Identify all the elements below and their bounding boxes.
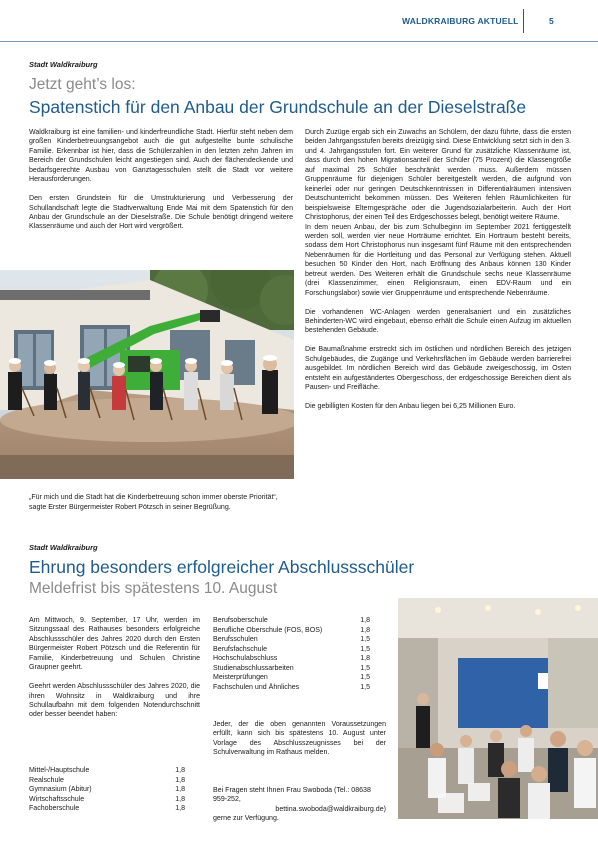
grade-value: 1,5 bbox=[360, 664, 370, 672]
school-type: Realschule bbox=[29, 776, 64, 784]
article2-title: Ehrung besonders erfolgreicher Abschlussschüler bbox=[29, 557, 415, 577]
grade-row bbox=[213, 654, 370, 664]
paragraph: Am Mittwoch, 9. September, 17 Uhr, werden im Sitzungssaal des Rathauses besonders erfolgreiche Abschlussschüler des Jahres 2020 durch den Ersten Bürgermeister Robert Pötzsch und die Referentin für Familie, Kinderbetreuung und Schulen Christine Graupner geehrt. bbox=[29, 617, 200, 672]
article2-subtitle: Meldefrist bis spätestens 10. August bbox=[29, 580, 278, 597]
grade-value: 1,8 bbox=[175, 805, 185, 812]
article2-notice bbox=[213, 720, 386, 758]
article2-kicker: Stadt Waldkraiburg bbox=[29, 543, 98, 552]
grade-value: 1,8 bbox=[175, 786, 185, 793]
grade-row bbox=[29, 785, 185, 795]
magazine-title: WALDKRAIBURG AKTUELL bbox=[402, 16, 519, 26]
school-type: Fachschulen und Ähnliches bbox=[213, 683, 300, 691]
contact-info bbox=[213, 786, 386, 824]
grade-row bbox=[213, 635, 370, 645]
school-type: Gymnasium (Abitur) bbox=[29, 786, 92, 793]
grades-list-left bbox=[29, 766, 185, 814]
ceremony-photo-illustration bbox=[398, 598, 598, 819]
paragraph: Waldkraiburg ist eine familien- und kinderfreundliche Stadt. Hierfür steht neben dem großen Kinderbetreuungsangebot auch die gut aufgestellte bunte schulische Familie. Erkennbar ist hier, dass die Schülerzahlen in den letzten zehn Jahren im Bereich der Grundschulen leicht angestiegen sind. Auch der flächendeckende und bedarfsgerechte Ausbau von Ganztagesschulen stellt die Stadt vor weitere Herausforderungen. bbox=[29, 129, 293, 184]
grade-row bbox=[213, 673, 370, 683]
school-type: Hochschulabschluss bbox=[213, 655, 278, 662]
grade-row bbox=[213, 616, 370, 626]
groundbreaking-photo-illustration bbox=[0, 270, 294, 479]
grade-value: 1,8 bbox=[360, 617, 370, 624]
paragraph: Die Baumaßnahme erstreckt sich im östlichen und nördlichen Bereich des jetzigen Schulgebäudes, die Zugänge und Verkehrsflächen im Gebäude werden barrierefrei ausgebildet. Im nördlichen Bereich wird das Gebäude zweigeschossig, im Osten entsteht ein aufgeständertes Obergeschoss, der erdgeschossige Bereichen dient als Pausen- und Freifläche. bbox=[305, 346, 571, 392]
grade-row bbox=[213, 626, 370, 636]
school-type: Berufsfachschule bbox=[213, 645, 268, 653]
page-number: 5 bbox=[549, 16, 554, 26]
article1-title: Spatenstich für den Anbau der Grundschule an der Dieselstraße bbox=[29, 97, 527, 117]
header-rule-line bbox=[0, 41, 598, 42]
paragraph: Jeder, der die oben genannten Voraussetzungen erfüllt, kann sich bis spätestens 10. August unter Vorlage des Abschlusszeugnisses bei der Schulverwaltung im Rathaus melden. bbox=[213, 721, 386, 757]
school-type: Berufliche Oberschule (FOS, BOS) bbox=[213, 626, 323, 634]
school-type: Fachoberschule bbox=[29, 805, 80, 812]
grade-value: 1,8 bbox=[175, 776, 185, 784]
school-type: Studienabschlussarbeiten bbox=[213, 664, 294, 672]
article1-kicker: Stadt Waldkraiburg bbox=[29, 60, 98, 69]
grade-row bbox=[213, 664, 370, 674]
photo-caption: „Für mich und die Stadt hat die Kinderbetreuung schon immer oberste Priorität“, sagte Erster Bürgermeister Robert Pötzsch in seiner Begrüßung. bbox=[29, 494, 278, 511]
grade-value: 1,5 bbox=[360, 674, 370, 681]
grade-row bbox=[29, 766, 185, 776]
school-type: Mittel-/Hauptschule bbox=[29, 767, 90, 774]
school-type: Meisterprüfungen bbox=[213, 674, 268, 681]
grade-value: 1,8 bbox=[175, 767, 185, 774]
school-type: Wirtschaftsschule bbox=[29, 795, 85, 803]
contact-line: Bei Fragen steht Ihnen Frau Swoboda (Tel.: 08638 959-252, bbox=[213, 787, 371, 804]
grade-row bbox=[29, 795, 185, 805]
contact-email[interactable]: bettina.swoboda@waldkraiburg.de) bbox=[275, 805, 386, 813]
article1-left-column bbox=[29, 128, 293, 232]
header-divider bbox=[523, 9, 524, 33]
paragraph: Den ersten Grundstein für die Umstrukturierung und Verbesserung der Schullandschaft legte die Stadtverwaltung Ende Mai mit dem Spatenstich für den Anbau der Grundschule an der Dieselstraße. Die Schule benötigt dringend weitere Klassenräume und auch der Hort wird vergrößert. bbox=[29, 195, 293, 231]
paragraph: Geehrt werden Abschlussschüler des Jahres 2020, die ihren Wohnsitz in Waldkraiburg und ihre Schullaufbahn mit dem folgenden Notendurchschnitt oder besser beendet haben: bbox=[29, 683, 200, 719]
grade-row bbox=[29, 804, 185, 814]
grade-value: 1,5 bbox=[360, 683, 370, 691]
grade-value: 1,5 bbox=[360, 636, 370, 643]
page-header bbox=[0, 0, 598, 40]
grade-value: 1,8 bbox=[175, 795, 185, 803]
school-type: Berufsschulen bbox=[213, 636, 258, 643]
grades-list-right bbox=[213, 616, 370, 692]
article1-subtitle: Jetzt geht’s los: bbox=[29, 76, 136, 93]
contact-line: gerne zur Verfügung. bbox=[213, 815, 279, 823]
article1-right-column bbox=[305, 128, 571, 411]
paragraph: Durch Zuzüge ergab sich ein Zuwachs an Schülern, der dazu führte, dass die ersten beiden Jahrgangsstufen bereits dreizügig sind. Diese Entwicklung setzt sich in den 3. und 4. Jahrgangsstufen fort. Ein weiterer Grund für zusätzliche Klassenräume ist, dass durch den hohen Migrationsanteil der Schüler (75 Prozent) die Klassengröße auf maximal 25 Schüler beschränkt werden muss. Außerdem müssen Gruppenräume für diejenigen Schüler bereitgestellt werden, die aufgrund von keinerlei oder nur geringen Deutschkenntnissen in Differentialräumen intensiven Deutschunterricht bekommen müssen. Des Weiteren fehlen Räumlichkeiten für beispielsweise Elterngespräche oder die Jugendsozialarbeiterin. Auch der Hort Christophorus, der einen Teil des Erdgeschosses belegt, benötigt weitere Räume. In dem neuen Anbau, der bis zum Schulbeginn im September 2021 fertiggestellt werden soll, werden vier neue Horträume errichtet. Ein Hortraum besteht bereits, sodass dem Hort Christophorus nun insgesamt fünf Räume mit den entsprechenden Nebenräumen für die Hortleitung und das Personal zur Verfügung stehen. Aktuell besuchen 50 Kinder den Hort, nach Eröffnung des Anbaus können 130 Kinder betreut werden. Des Weiteren erhält die Grundschule sechs neue Klassenräume (drei Klassenzimmer, einen Religionsraum, einen EDV-Raum und ein Forschungslabor) sowie vier Gruppenräume und entsprechende Nebenräume. bbox=[305, 129, 571, 297]
grade-value: 1,5 bbox=[360, 645, 370, 653]
school-type: Berufsoberschule bbox=[213, 617, 268, 624]
ceremony-photo bbox=[398, 598, 598, 819]
grade-row bbox=[29, 776, 185, 786]
article2-intro bbox=[29, 616, 200, 720]
groundbreaking-photo bbox=[0, 270, 294, 479]
paragraph: Die gebilligten Kosten für den Anbau liegen bei 6,25 Millionen Euro. bbox=[305, 402, 516, 410]
grade-row bbox=[213, 645, 370, 655]
grade-value: 1,8 bbox=[360, 626, 370, 634]
paragraph: Die vorhandenen WC-Anlagen werden generalsaniert und ein zusätzliches Behinderten-WC wird eingebaut, ebenso erhält die Schule einen Aufzug im aktuellen bestehenden Gebäude. bbox=[305, 308, 571, 335]
grade-value: 1,8 bbox=[360, 655, 370, 662]
grade-row bbox=[213, 683, 370, 693]
